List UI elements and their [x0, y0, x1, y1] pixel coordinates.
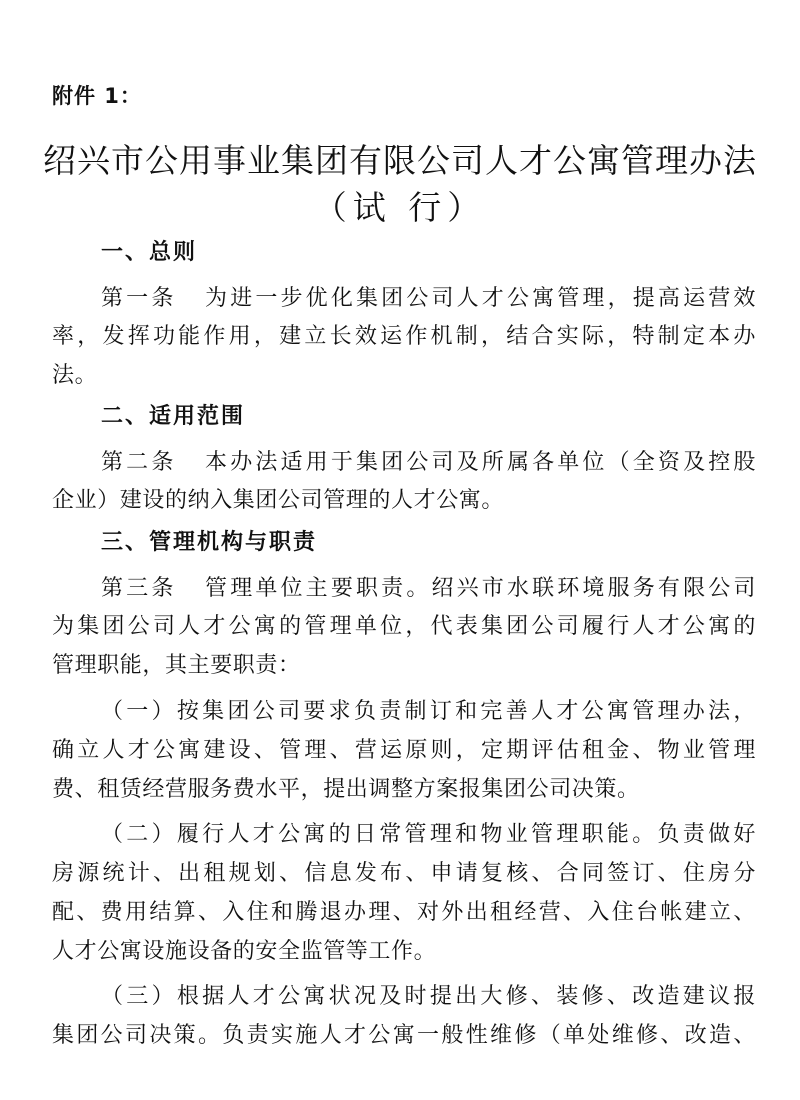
item-3-line-1: （三）根据人才公寓状况及时提出大修、装修、改造建议报 — [101, 984, 756, 1009]
attachment-label: 附件 1： — [52, 84, 142, 108]
item-1-line-1: （一）按集团公司要求负责制订和完善人才公寓管理办法， — [101, 699, 756, 724]
article-1-line-2: 率，发挥功能作用，建立长效运作机制，结合实际，特制定本办 — [52, 324, 756, 349]
item-2-line-2: 房源统计、出租规划、信息发布、申请复核、合同签订、住房分 — [52, 861, 756, 886]
article-1-line-3: 法。 — [52, 363, 98, 388]
article-1-line-1 — [101, 284, 756, 314]
article-2-line-1 — [101, 448, 756, 478]
item-1-line-3: 费、租赁经营服务费水平，提出调整方案报集团公司决策。 — [52, 777, 640, 802]
item-3-line-2: 集团公司决策。负责实施人才公寓一般性维修（单处维修、改造、 — [52, 1023, 756, 1048]
item-2-line-4: 人才公寓设施设备的安全监管等工作。 — [52, 939, 437, 964]
document-title: 绍兴市公用事业集团有限公司人才公寓管理办法 — [43, 141, 757, 180]
article-1-label: 第一条 — [101, 286, 177, 311]
article-3-line-3: 管理职能，其主要职责： — [52, 653, 301, 678]
article-3-text: 管理单位主要职责。绍兴市水联环境服务有限公司 — [202, 576, 756, 601]
item-2-line-1: （二）履行人才公寓的日常管理和物业管理职能。负责做好 — [101, 822, 756, 847]
section-heading-organization: 三、管理机构与职责 — [101, 530, 318, 555]
article-1-text: 为进一步优化集团公司人才公寓管理，提高运营效 — [202, 286, 756, 311]
article-2-label: 第二条 — [101, 450, 177, 475]
item-1-line-2: 确立人才公寓建设、管理、营运原则，定期评估租金、物业管理 — [52, 738, 756, 763]
document-subtitle: （试 行） — [313, 188, 487, 227]
section-heading-general: 一、总则 — [101, 240, 198, 265]
article-2-text: 本办法适用于集团公司及所属各单位（全资及控股 — [202, 450, 756, 475]
article-3-label: 第三条 — [101, 576, 177, 601]
article-2-line-2: 企业）建设的纳入集团公司管理的人才公寓。 — [52, 488, 505, 513]
section-heading-scope: 二、适用范围 — [101, 404, 246, 429]
article-3-line-1 — [101, 574, 756, 604]
article-3-line-2: 为集团公司人才公寓的管理单位，代表集团公司履行人才公寓的 — [52, 614, 756, 639]
item-2-line-3: 配、费用结算、入住和腾退办理、对外出租经营、入住台帐建立、 — [52, 900, 756, 925]
